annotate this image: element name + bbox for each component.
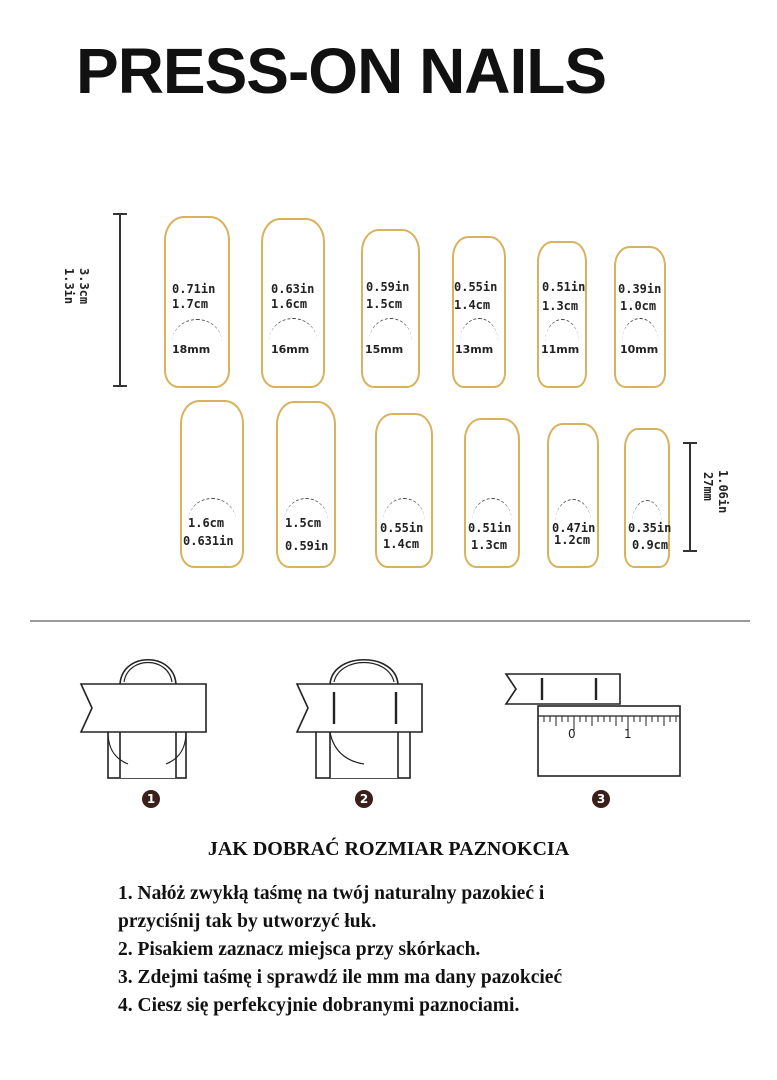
length-bar-left-bottom [113,385,127,387]
nail-row2-3-b: 1.4cm [383,537,420,551]
nail-5-cm: 1.3cm [542,299,579,313]
length-bar-left [119,213,121,387]
nail-row2-6-a: 0.35in [628,521,672,535]
nail-row2-5-a: 0.47in [552,521,596,535]
length-right-mm: 27mm [701,472,715,501]
step-2-number: 2 [355,790,373,808]
nail-1-in: 0.71in [172,282,216,296]
instruction-line-2: przyciśnij tak by utworzyć łuk. [118,911,377,932]
instruction-line-5: 4. Ciesz się perfekcyjnie dobranymi paznociami. [118,995,520,1016]
nail-6-cm: 1.0cm [620,299,657,313]
nail-3-in: 0.59in [366,280,410,294]
nail-5-mm: 11mm [541,343,580,356]
nail-4-in: 0.55in [454,280,498,294]
nail-4-mm: 13mm [455,343,494,356]
nail-2-mm: 16mm [271,343,310,356]
ruler-label-0: 0 [568,727,576,741]
nail-3-mm: 15mm [365,343,404,356]
nail-3-cm: 1.5cm [366,297,403,311]
nail-2-cm: 1.6cm [271,297,308,311]
nail-row2-1-a: 1.6cm [188,516,225,530]
length-bar-right-bottom [683,550,697,552]
nail-2-in: 0.63in [271,282,315,296]
length-bar-right-top [683,442,697,444]
nail-5-in: 0.51in [542,280,586,294]
instruction-line-4: 3. Zdejmi taśmę i sprawdź ile mm ma dany pazokcieć [118,967,563,988]
nail-size-4 [452,236,506,388]
step-3-illustration [504,668,684,780]
nail-row2-6-b: 0.9cm [632,538,669,552]
nail-row2-4-b: 1.3cm [471,538,508,552]
nail-row2-2-a: 1.5cm [285,516,322,530]
step-3-number: 3 [592,790,610,808]
step-1-number: 1 [142,790,160,808]
nail-row2-1-b: 0.631in [183,534,234,548]
nail-6-mm: 10mm [620,343,659,356]
length-bar-right [689,442,691,552]
nail-size-6 [614,246,666,388]
length-left-in: 1.3in [62,268,76,305]
instructions-list [118,880,738,1020]
length-right-in: 1.06in [716,470,730,514]
ruler-label-1: 1 [624,727,632,741]
page-title: PRESS-ON NAILS [76,35,607,107]
length-bar-left-top [113,213,127,215]
nail-row2-3-a: 0.55in [380,521,424,535]
instruction-line-3: 2. Pisakiem zaznacz miejsca przy skórkach. [118,939,481,960]
step-1-illustration [78,646,210,782]
instruction-line-1: 1. Nałóż zwykłą taśmę na twój naturalny pazokieć i [118,883,545,904]
nail-row2-5-b: 1.2cm [554,533,591,547]
length-left-cm: 3.3cm [77,268,91,305]
nail-1-mm: 18mm [172,343,211,356]
nail-1-cm: 1.7cm [172,297,209,311]
nail-6-in: 0.39in [618,282,662,296]
nail-row2-2-b: 0.59in [285,539,329,553]
nail-4-cm: 1.4cm [454,298,491,312]
size-guide-heading: JAK DOBRAĆ ROZMIAR PAZNOKCIA [207,838,570,860]
section-divider [30,620,750,622]
nail-size-5 [537,241,587,388]
step-2-illustration [294,646,426,782]
nail-row2-4-a: 0.51in [468,521,512,535]
